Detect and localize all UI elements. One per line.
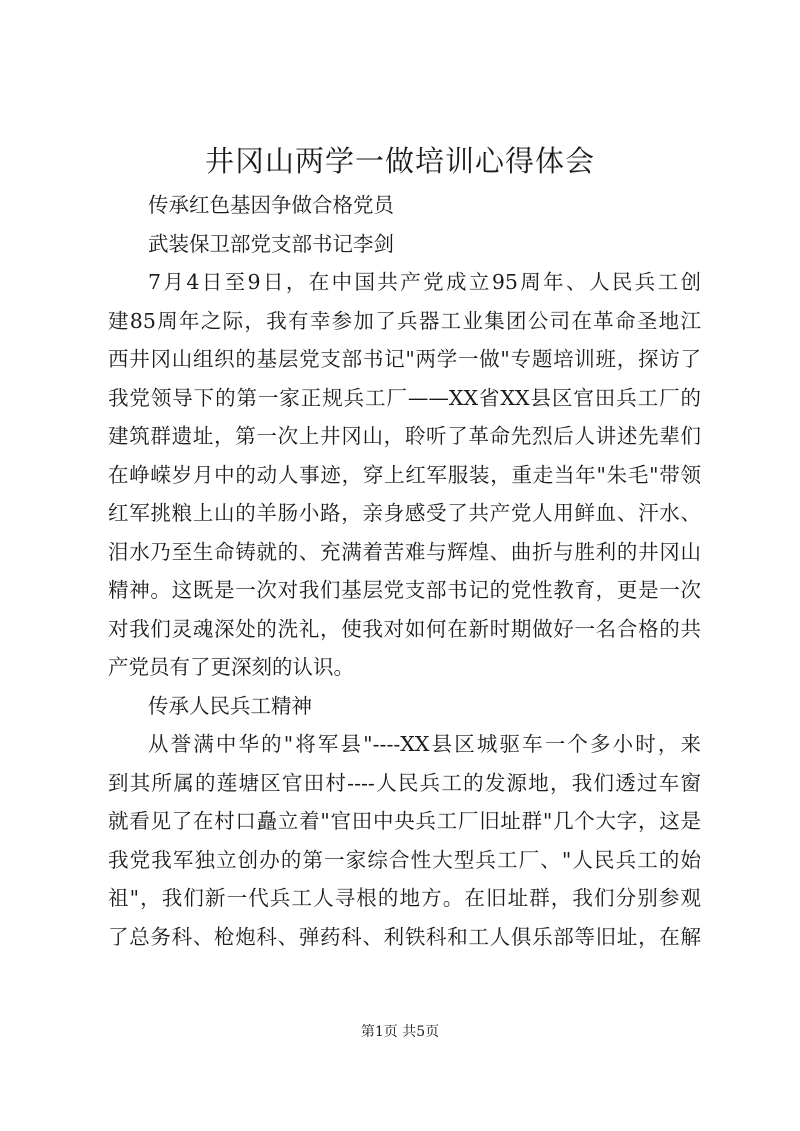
text-line: 我党我军独立创办的第一家综合性大型兵工厂、"人民兵工的始 [108,847,701,872]
page-footer: 第1页 共5页 [360,1024,440,1040]
text-line: 传承红色基因争做合格党员 [148,193,394,217]
text-line: 建85周年之际，我有幸参加了兵器工业集团公司在革命圣地江 [108,308,701,333]
text-line: 从誉满中华的"将军县"----XX县区城驱车一个多小时，来 [148,732,701,756]
document-body [108,186,701,956]
document-title: 井冈山两学一做培训心得体会 [204,144,595,178]
text-line: 产党员有了更深刻的认识。 [108,655,354,679]
text-line: 7月4日至9日，在中国共产党成立95周年、人民兵工创 [148,270,701,294]
text-line: 西井冈山组织的基层党支部书记"两学一做"专题培训班，探访了 [108,347,701,371]
text-line: 祖"，我们新一代兵工人寻根的地方。在旧址群，我们分别参观 [108,886,701,910]
text-line: 精神。这既是一次对我们基层党支部书记的党性教育，更是一次 [108,578,701,602]
text-line: 我党领导下的第一家正规兵工厂——XX省XX县区官田兵工厂的 [108,385,701,410]
text-line: 泪水乃至生命铸就的、充满着苦难与辉煌、曲折与胜利的井冈山 [108,539,701,564]
text-line: 传承人民兵工精神 [148,693,312,718]
text-line: 到其所属的莲塘区官田村----人民兵工的发源地，我们透过车窗 [108,770,701,795]
text-line: 了总务科、枪炮科、弹药科、利铁科和工人俱乐部等旧址，在解 [108,924,701,949]
text-line: 红军挑粮上山的羊肠小路，亲身感受了共产党人用鲜血、汗水、 [108,501,701,525]
text-line: 建筑群遗址，第一次上井冈山，聆听了革命先烈后人讲述先辈们 [108,424,701,448]
text-line: 就看见了在村口矗立着"官田中央兵工厂旧址群"几个大字，这是 [108,809,701,833]
text-line: 在峥嵘岁月中的动人事迹，穿上红军服装，重走当年"朱毛"带领 [108,462,701,487]
text-line: 武装保卫部党支部书记李剑 [148,231,394,256]
text-line: 对我们灵魂深处的洗礼，使我对如何在新时期做好一名合格的共 [108,616,701,641]
